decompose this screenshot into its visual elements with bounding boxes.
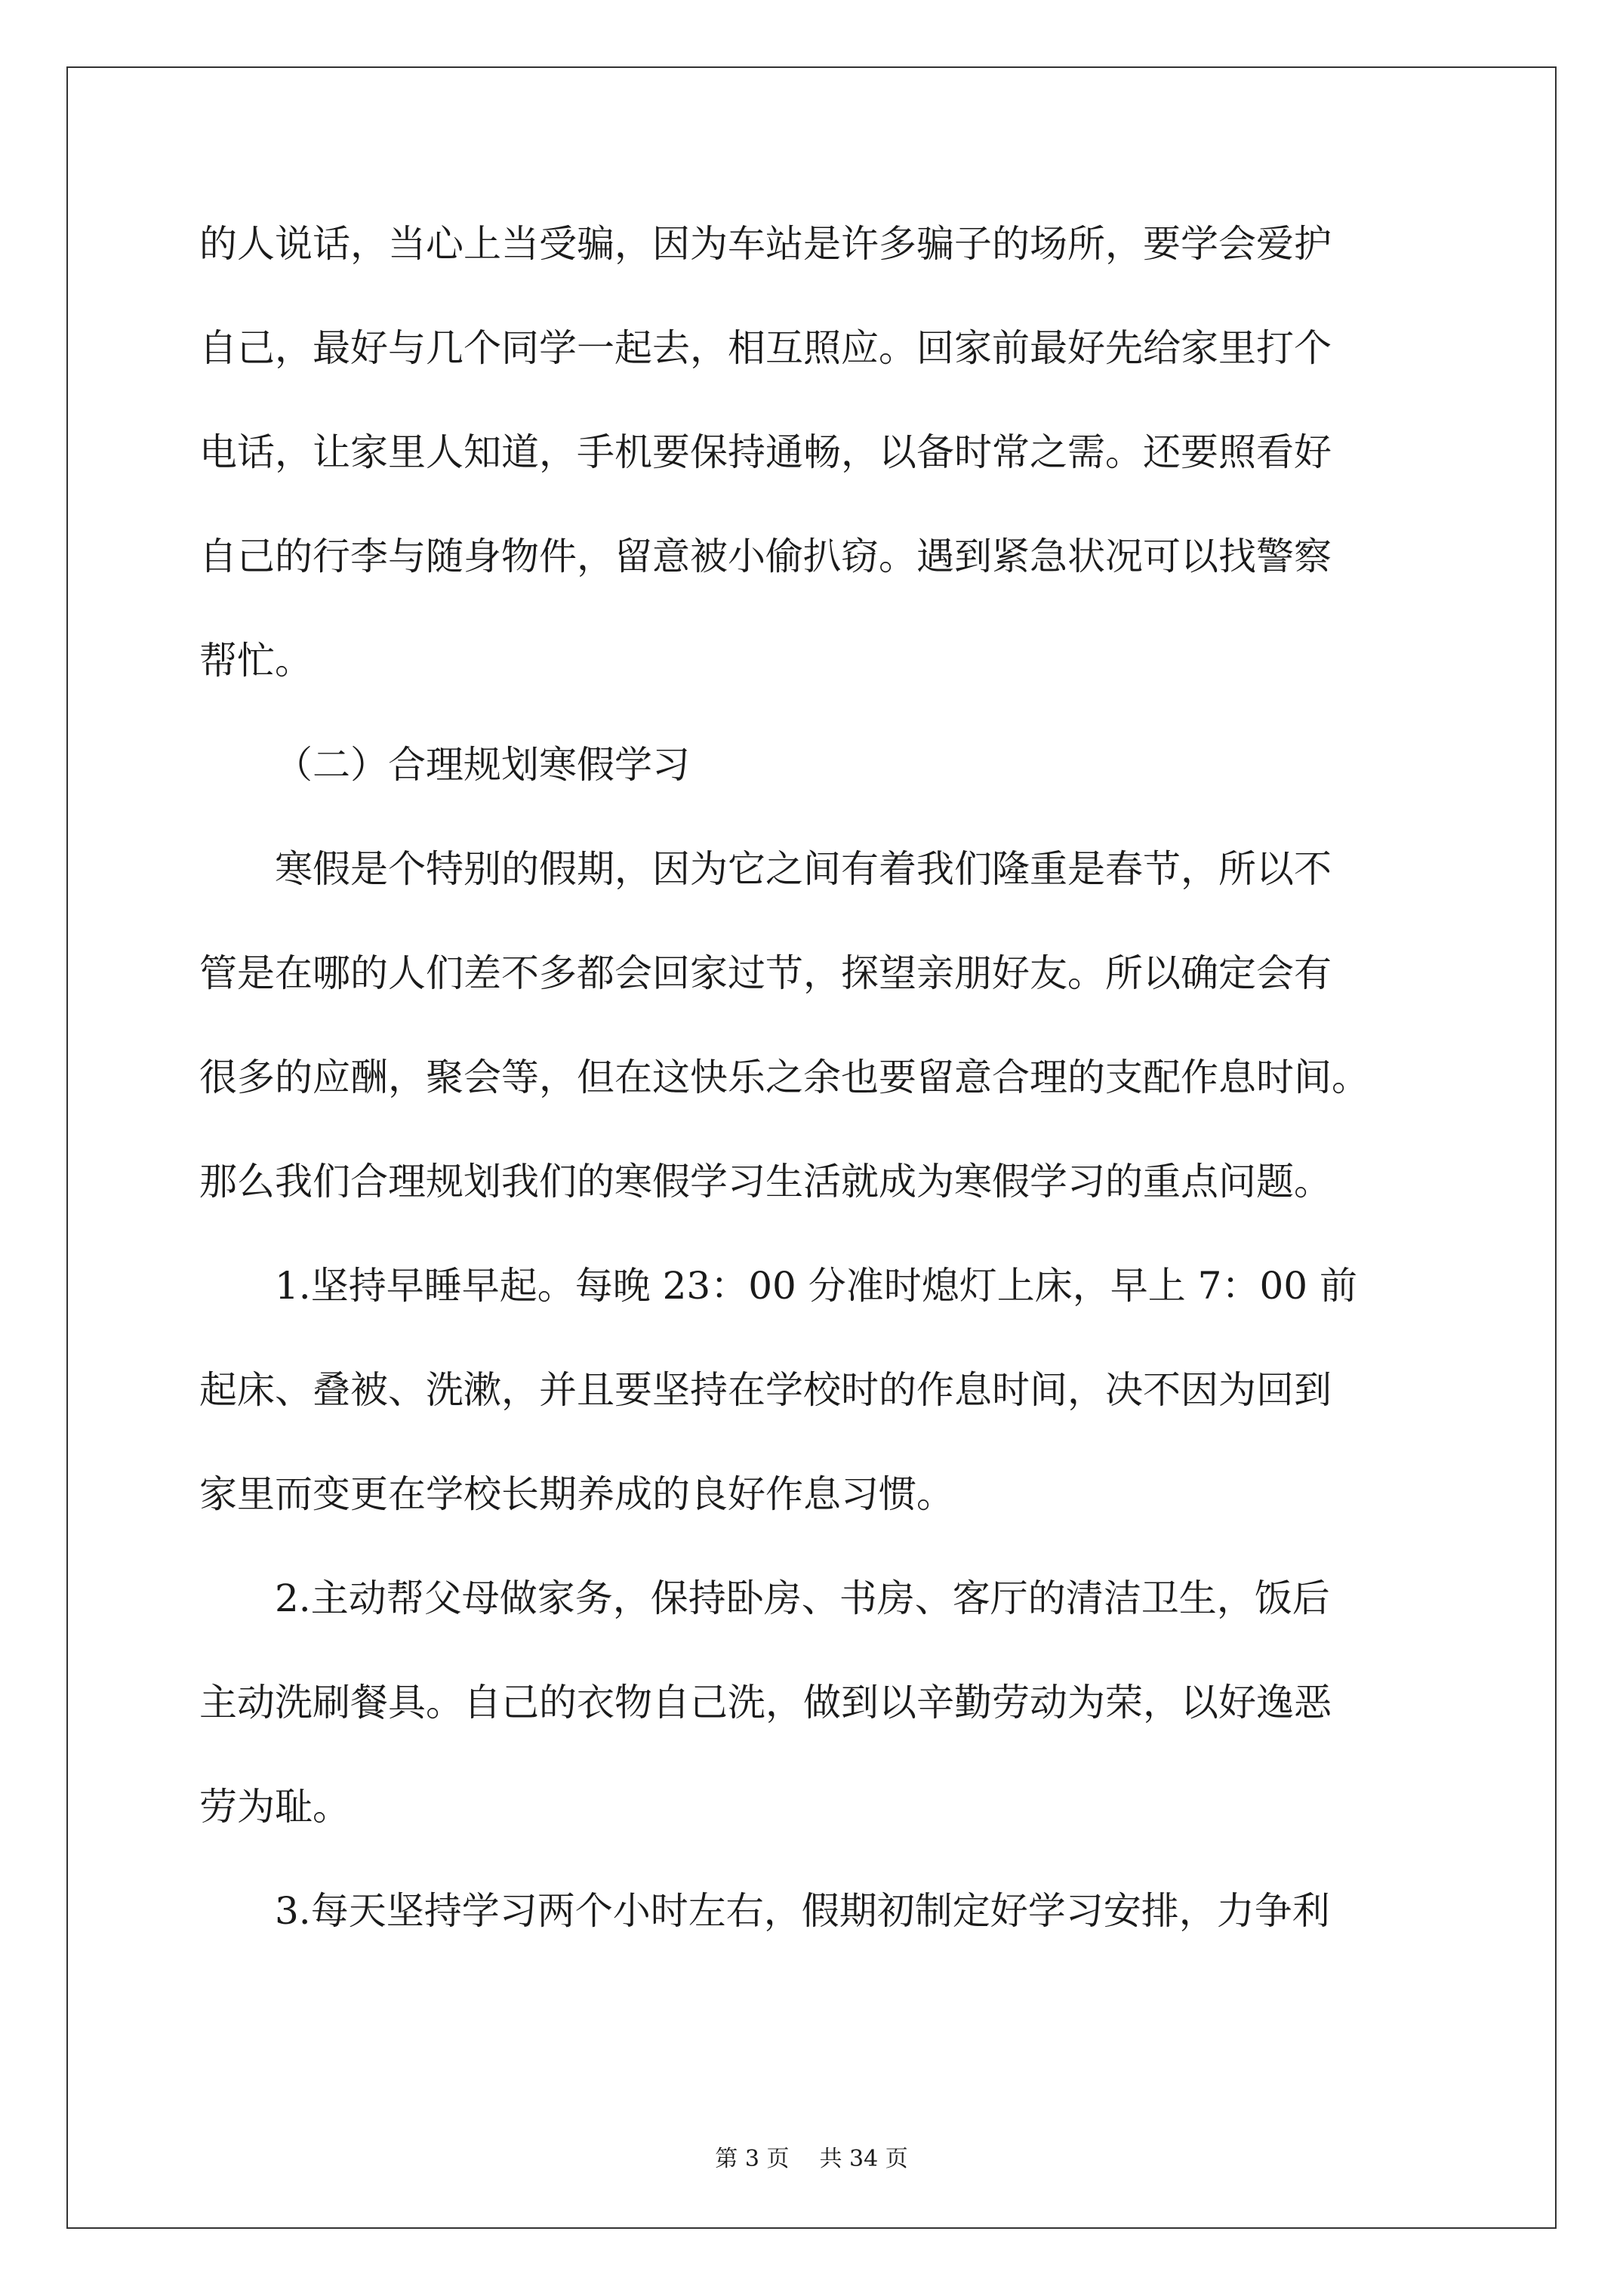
text-line: 帮忙。 (199, 639, 313, 683)
page-total: 共 34 页 (819, 2146, 908, 2172)
paragraph-first-line: 寒假是个特别的假期，因为它之间有着我们隆重是春节，所以不 (275, 847, 1332, 891)
text-line: 劳为耻。 (199, 1785, 350, 1829)
text-line: 家里而变更在学校长期养成的良好作息习惯。 (199, 1472, 954, 1516)
list-item-1: 1.坚持早睡早起。每晚 23：00 分准时熄灯上床，早上 7：00 前 (275, 1264, 1357, 1308)
text-line: 的人说话，当心上当受骗，因为车站是许多骗子的场所，要学会爱护 (199, 222, 1332, 266)
text-line: 起床、叠被、洗漱，并且要坚持在学校时的作息时间，决不因为回到 (199, 1368, 1332, 1412)
text-line: 管是在哪的人们差不多都会回家过节，探望亲朋好友。所以确定会有 (199, 951, 1332, 995)
page-number: 第 3 页 (715, 2146, 790, 2172)
list-item-2: 2.主动帮父母做家务，保持卧房、书房、客厅的清洁卫生，饭后 (275, 1576, 1330, 1620)
text-line: 电话，让家里人知道，手机要保持通畅，以备时常之需。还要照看好 (199, 430, 1332, 474)
text-line: 那么我们合理规划我们的寒假学习生活就成为寒假学习的重点问题。 (199, 1160, 1332, 1203)
section-heading: （二）合理规划寒假学习 (275, 743, 690, 787)
list-item-3: 3.每天坚持学习两个小时左右，假期初制定好学习安排，力争利 (275, 1889, 1330, 1933)
text-line: 自己的行李与随身物件，留意被小偷扒窃。遇到紧急状况可以找警察 (199, 535, 1332, 578)
text-line: 很多的应酬，聚会等，但在这快乐之余也要留意合理的支配作息时间。 (199, 1056, 1369, 1099)
document-body (199, 214, 1437, 1985)
text-line: 自己，最好与几个同学一起去，相互照应。回家前最好先给家里打个 (199, 326, 1332, 370)
text-line: 主动洗刷餐具。自己的衣物自己洗，做到以辛勤劳动为荣，以好逸恶 (199, 1681, 1332, 1724)
page-footer (0, 2144, 1623, 2174)
